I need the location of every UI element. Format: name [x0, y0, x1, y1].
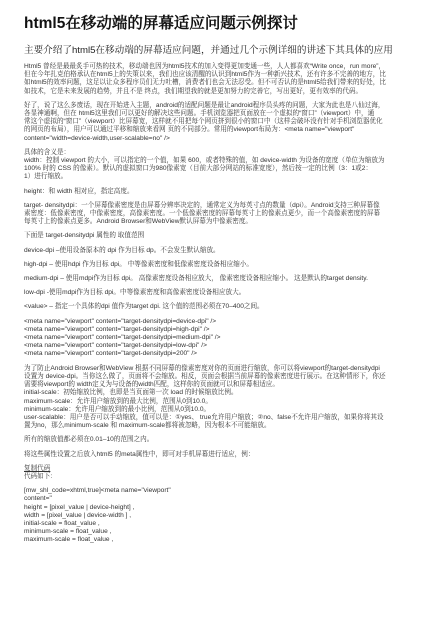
code-block — [24, 487, 420, 544]
width-paragraph — [24, 149, 420, 182]
text-line: 置为no，那么minimum-scale 和 maximum-scale都将被忽略，因为根本不可能缩放。 — [24, 422, 271, 430]
text-line: 如技术，它是未来发展的趋势，并且不是 终点，我们期望我的就是更加努力的完善它，写出更好，更有效率的代码。 — [24, 87, 363, 95]
code-line: minimum-scale = float_value , — [24, 528, 112, 536]
code-line: height = [pixel_value | device-height] , — [24, 503, 135, 511]
meta-examples — [24, 318, 420, 359]
text-line: 需要将viewport的 width定义为与设备的width匹配，这样你的页面就可以和屏幕相适应。 — [24, 381, 279, 389]
text-line: 但在今年扎克伯格承认在html5上的失策以来，我们也应该清醒的认识到html5作为一种新兴技术，还有许多不完善的地方，比 — [24, 71, 386, 79]
dpi-value-item: high-dpi – 使用hdpi 作为目标 dpi。 中等像素密度和低像素密度设备相应缩小。 — [24, 260, 253, 268]
text-line: 的网页的布局），用户可以通过平移和缩放来看网 页的不同部分。常用的viewport布局为：<meta name="viewport" — [24, 126, 355, 134]
text-line: target- densitydpi：一个屏幕像素密度是由屏幕分辨率决定的，通常定义为每英寸点的数量（dpi）。Android支持三种屏幕像 — [24, 201, 380, 209]
code-line: maximum-scale = float_value , — [24, 536, 114, 544]
code-line: <meta name="viewport" content="target-densitydpi=medium-dpi" /> — [24, 334, 221, 342]
text-line: 具体的含义是： — [24, 148, 71, 156]
text-line: 为了防止Android Browser和WebView 根据不同屏幕的像素密度对你的页面进行缩放，你可以将viewport的target-densitydpi — [24, 364, 380, 372]
text-line: 1）进行缩放。 — [24, 173, 68, 181]
range-intro: 下面是 target-densitydpi 属性的 取值范围 — [24, 232, 145, 240]
code-line: <meta name="viewport" content="target-densitydpi=high-dpi" /> — [24, 325, 210, 333]
scale-range-note: 所有的缩放值都必须在0.01–10的范围之内。 — [24, 436, 154, 444]
height-paragraph: height：和 width 相对应，指定高度。 — [24, 187, 134, 195]
text-line: minimum-scale：允许用户缩放到的最小比例，范围从0到10.0。 — [24, 405, 211, 413]
intro-paragraph — [24, 63, 420, 96]
text-line: content="width=device-width,user-scalable=no" /> — [24, 134, 170, 142]
text-line: 常这个虚拟的“窗口”（viewport）比屏幕宽，这样就不用把每个网页挤到很小的窗口中（这样会破坏没有针对手机浏览器优化 — [24, 118, 383, 126]
example-intro: 将这些属性设置之后放入html5 的meta属性中，即可对手机屏幕进行适应，例： — [24, 450, 255, 458]
text-line: Html5 曾经是最最炙手可热的技术，移动端也因为html5技术的加入变得更加变通一些，人人都喜欢“Write once，run more”， — [24, 63, 386, 70]
scaling-paragraph — [24, 365, 420, 431]
code-line: initial-scale = float_value , — [24, 519, 100, 527]
text-line: 各显神通啊，但在 html5这里我们可以更好的解决这些问题。手机浏览器把页面放在一个虚拟的“窗口”（viewport）中，通 — [24, 110, 375, 118]
code-label: 代码如下: — [24, 472, 53, 480]
text-line: 如html5的效率问题，这足以让众多程序员们无力吐槽，消费者们也会无法忍受。但不可否认的是html5给我们带来的好处，比 — [24, 79, 386, 87]
code-header — [24, 465, 420, 481]
copy-code-link[interactable]: 复制代码 — [24, 464, 51, 472]
code-line: content=" — [24, 495, 52, 503]
code-line: width = [pixel_value | device-width ] , — [24, 511, 132, 519]
text-line: maximum-scale：允许用户缩放到的最大比例，范围从0到10.0。 — [24, 397, 212, 405]
text-line: initial-scale：初始缩放比例，也即是当页面第一次 load 的时候缩放比例。 — [24, 389, 238, 397]
article-subtitle: 主要介绍了html5在移动端的屏幕适应问题，并通过几个示例详细的讲述下其具体的应用 — [24, 45, 393, 56]
code-line: [mw_shl_code=xhtml,true]<meta name="viewport" — [24, 487, 171, 495]
text-line: 100% 时的 CSS 的像素）。默认的虚拟窗口为980像素宽（目前大部分网站的标准宽度），然后按一定的比例（3：1或2： — [24, 165, 373, 173]
dpi-value-item: medium-dpi – 使用mdpi作为目标 dpi。 高像素密度设备相应放大， 像素密度设备相应缩小。 这是默认的target density. — [24, 275, 368, 283]
densitydpi-paragraph — [24, 202, 420, 227]
code-line: <meta name="viewport" content="target-densitydpi=low-dpi" /> — [24, 342, 207, 350]
dpi-value-item: low-dpi -使用mdpi作为目标 dpi。中等像素密度和高像素密度设备相应放大。 — [24, 289, 246, 297]
text-line: user-scalable：用户是否可以手动缩放，值可以是：①yes、 true允许用户缩放；②no、false不允许用户缩放，如果你将其设 — [24, 413, 384, 421]
text-line: 好了，说了这么多废话，现在开始进入主题，android的适配问题是最让android程序员头疼的问题，大家为此也是八仙过海， — [24, 101, 385, 109]
viewport-paragraph — [24, 102, 420, 143]
dpi-value-item: device-dpi –使用设备原本的 dpi 作为目标 dp。不会发生默认缩放。 — [24, 246, 220, 254]
code-line: <meta name="viewport" content="target-densitydpi=device-dpi" /> — [24, 317, 217, 325]
article-title: html5在移动端的屏幕适应问题示例探讨 — [24, 15, 298, 32]
text-line: 每英寸上的像素点更多。Android Browser和WebView默认屏幕为中像素密度。 — [24, 218, 253, 226]
text-line: width：控制 viewport 的大小，可以指定的一个值，如果 600，或者特殊的值，如 device-width 为设备的宽度（单位为缩放为 — [24, 157, 385, 165]
text-line: 素密度：低像素密度，中像素密度，高像素密度。一个低像素密度的屏幕每英寸上的像素点更少，而一个高像素密度的屏幕 — [24, 210, 381, 218]
text-line: 设置为 device-dpi。当你这么做了，页面将不会缩放。相反，页面会根据当前屏幕的像素密度进行展示。在这种情形下，你还 — [24, 372, 386, 380]
value-description: <value> – 指定一个具体的dpi 值作为target dpi. 这个值的范围必须在70–400之间。 — [24, 303, 264, 311]
code-line: <meta name="viewport" content="target-densitydpi=200" /> — [24, 350, 198, 358]
